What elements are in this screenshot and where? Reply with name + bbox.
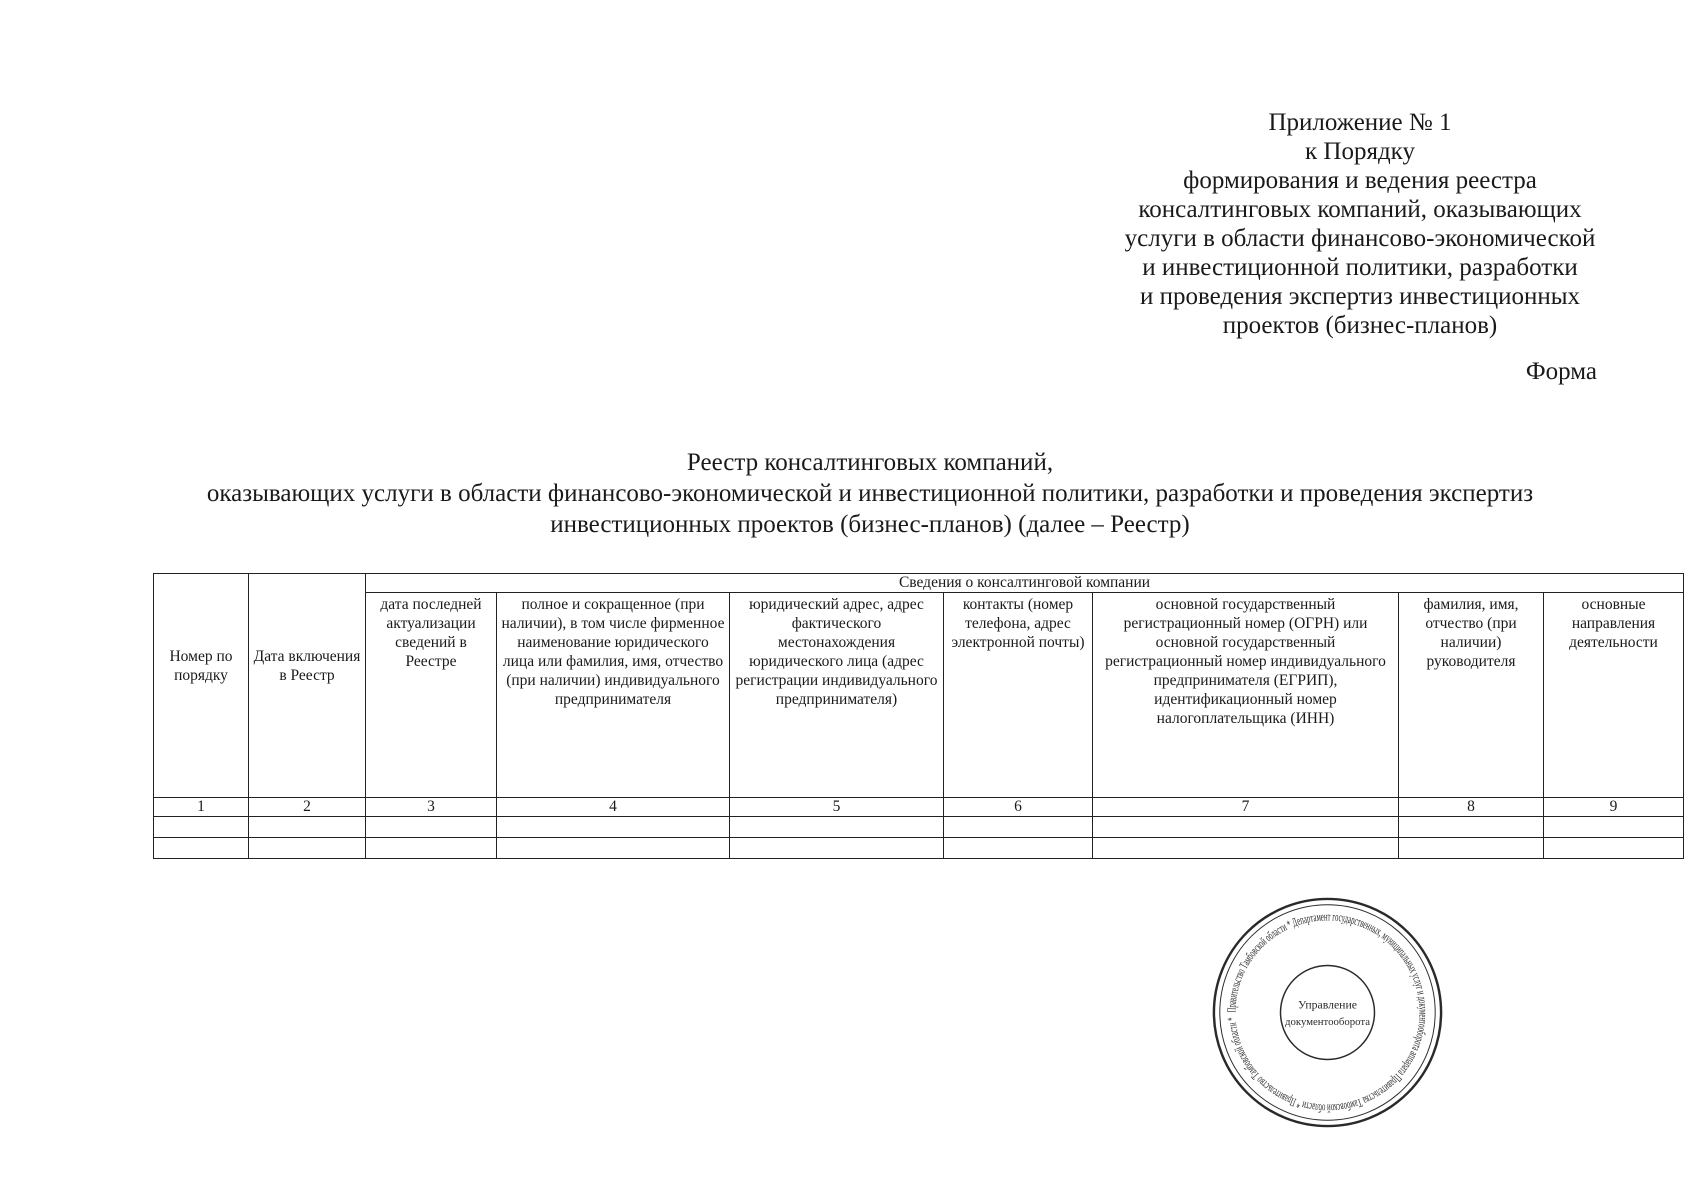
header-cell: дата последней актуализации сведений в Реестре <box>366 593 497 798</box>
header-cell: Номер по порядку <box>154 574 249 798</box>
title-line: инвестиционных проектов (бизнес-планов) (далее – Реестр) <box>550 511 1190 538</box>
column-number-row <box>154 798 1684 817</box>
group-header-cell: Сведения о консалтинговой компании <box>366 574 1684 593</box>
table-cell <box>249 838 366 859</box>
appendix-line: проектов (бизнес-планов) <box>1222 312 1498 339</box>
registry-table <box>153 573 1684 859</box>
header-cell: полное и сокращенное (при наличии), в том числе фирменное наименование юридического лица или фамилия, имя, отчество (при наличии) индивидуального предпринимателя <box>497 593 730 798</box>
table-cell <box>730 817 944 838</box>
appendix-line: и проведения экспертиз инвестиционных <box>1139 283 1581 310</box>
table-header-row <box>154 574 1684 593</box>
table-cell <box>944 817 1093 838</box>
table-cell <box>1093 817 1399 838</box>
column-number-cell: 8 <box>1399 798 1544 817</box>
column-number-cell: 2 <box>249 798 366 817</box>
column-number-cell: 7 <box>1093 798 1399 817</box>
stamp-center-line1: Управление <box>1298 998 1357 1012</box>
table-cell <box>1399 838 1544 859</box>
appendix-line: Приложение № 1 <box>1268 109 1452 136</box>
appendix-line: консалтинговых компаний, оказывающих <box>1138 196 1582 223</box>
stamp-ring-text <box>1224 909 1430 1115</box>
table-cell <box>366 817 497 838</box>
table-cell <box>154 817 249 838</box>
column-number-cell: 1 <box>154 798 249 817</box>
title-line: оказывающих услуги в области финансово-экономической и инвестиционной политики, разработки и проведения экспертиз <box>206 480 1534 507</box>
table-cell <box>944 838 1093 859</box>
header-cell: основные направления деятельности <box>1544 593 1684 798</box>
title-line: Реестр консалтинговых компаний, <box>686 449 1054 476</box>
table-row <box>154 838 1684 859</box>
column-number-cell: 3 <box>366 798 497 817</box>
table-cell <box>1399 817 1544 838</box>
header-cell: контакты (номер телефона, адрес электронной почты) <box>944 593 1093 798</box>
stamp-outer-circle <box>1214 899 1441 1126</box>
table-cell <box>1544 838 1684 859</box>
stamp-center-circle <box>1281 966 1375 1060</box>
stamp-ring-textpath: Правительство Тамбовской области * Департамент государственных, муниципальных услуг и документооборота аппарата Правительства Тамбовской области * Правительство Тамбовской области * <box>1224 909 1431 1116</box>
appendix-line: формирования и ведения реестра <box>1183 167 1537 194</box>
stamp-center-line2: документооборота <box>1285 1016 1370 1029</box>
form-label: Форма <box>1525 358 1597 385</box>
table-row <box>154 817 1684 838</box>
stamp-inner-circle <box>1220 905 1435 1120</box>
header-cell: Дата включения в Реестр <box>249 574 366 798</box>
appendix-line: к Порядку <box>1305 138 1415 165</box>
table-cell <box>730 838 944 859</box>
column-number-cell: 4 <box>497 798 730 817</box>
header-cell: юридический адрес, адрес фактического местонахождения юридического лица (адрес регистрации индивидуального предпринимателя) <box>730 593 944 798</box>
table-cell <box>1544 817 1684 838</box>
column-number-cell: 5 <box>730 798 944 817</box>
header-cell: фамилия, имя, отчество (при наличии) руководителя <box>1399 593 1544 798</box>
table-cell <box>249 817 366 838</box>
appendix-line: услуги в области финансово-экономической <box>1124 225 1596 252</box>
column-number-cell: 9 <box>1544 798 1684 817</box>
table-cell <box>154 838 249 859</box>
table-cell <box>497 817 730 838</box>
official-stamp <box>1210 895 1445 1130</box>
table-cell <box>366 838 497 859</box>
table-cell <box>1093 838 1399 859</box>
header-cell: основной государственный регистрационный номер (ОГРН) или основной государственный регистрационный номер индивидуального предпринимателя (ЕГРИП), идентификационный номер налогоплательщика (ИНН) <box>1093 593 1399 798</box>
column-number-cell: 6 <box>944 798 1093 817</box>
appendix-reference <box>1080 108 1640 340</box>
document-title <box>150 447 1590 540</box>
table-header-row <box>154 593 1684 798</box>
table-cell <box>497 838 730 859</box>
appendix-line: и инвестиционной политики, разработки <box>1142 254 1578 281</box>
